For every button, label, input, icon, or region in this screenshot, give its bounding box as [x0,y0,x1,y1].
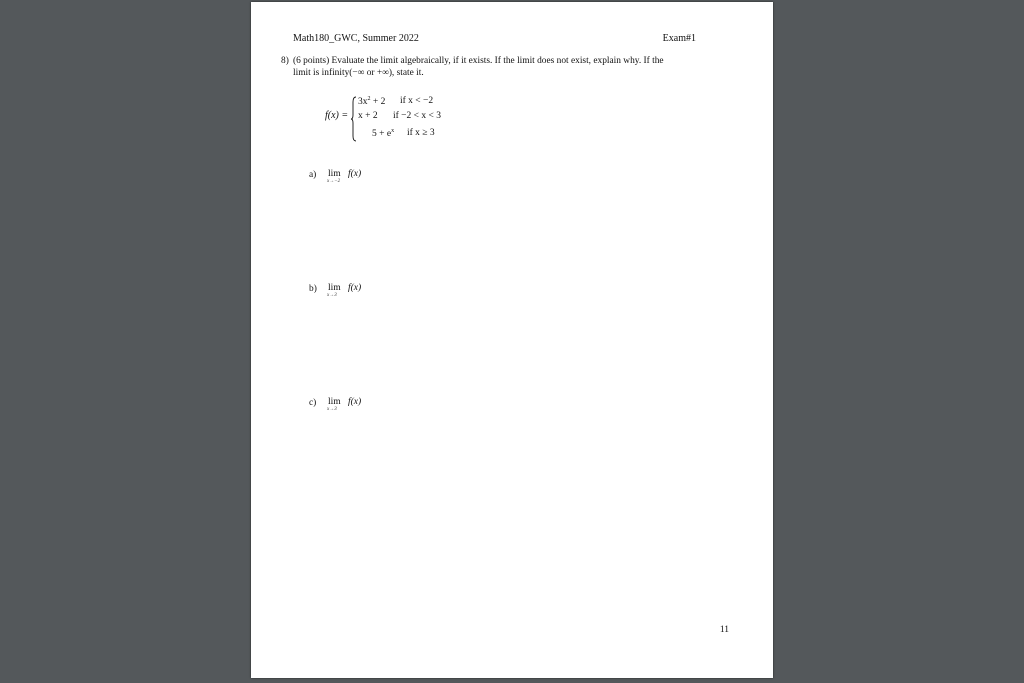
case-2-condition: if −2 < x < 3 [393,111,442,121]
part-a-label: a) [309,170,317,180]
lim-text: lim [328,397,341,407]
case-3-condition: if x ≥ 3 [407,128,435,138]
part-c-label: c) [309,398,317,408]
case-row-2 [358,111,478,123]
part-b-label: b) [309,284,317,294]
lim-function: f(x) [348,169,362,179]
question-number: 8) [281,56,289,66]
case-row-1 [358,96,478,108]
course-header: Math180_GWC, Summer 2022 [293,33,419,44]
case-1-condition: if x < −2 [400,96,434,106]
left-brace-icon [351,96,357,142]
lim-function: f(x) [348,283,362,293]
exam-label: Exam#1 [662,33,696,44]
document-page [251,2,773,678]
case-row-3 [372,128,492,140]
part-b-limit [327,283,362,298]
function-lhs: f(x) = [325,110,349,121]
question-line-2: limit is infinity(−∞ or +∞), state it. [293,67,424,78]
part-a-limit [327,169,362,184]
question-line-1: (6 points) Evaluate the limit algebraically, if it exists. If the limit does not exist, explain why. If the [293,56,664,66]
lim-subscript: x→3 [327,293,337,298]
part-c-limit [327,397,362,412]
case-2-expression: x + 2 [358,111,378,121]
page-number: 11 [719,625,729,635]
lim-text: lim [328,169,341,179]
lim-function: f(x) [348,397,362,407]
question-text [281,56,664,79]
case-1-expression: $3x^2 + 2$ [358,96,386,107]
case-3-expression: $5 + e^x$ [372,128,395,139]
lim-subscript: x→3 [327,407,337,412]
lim-subscript: x→−2 [327,179,341,184]
lim-text: lim [328,283,341,293]
